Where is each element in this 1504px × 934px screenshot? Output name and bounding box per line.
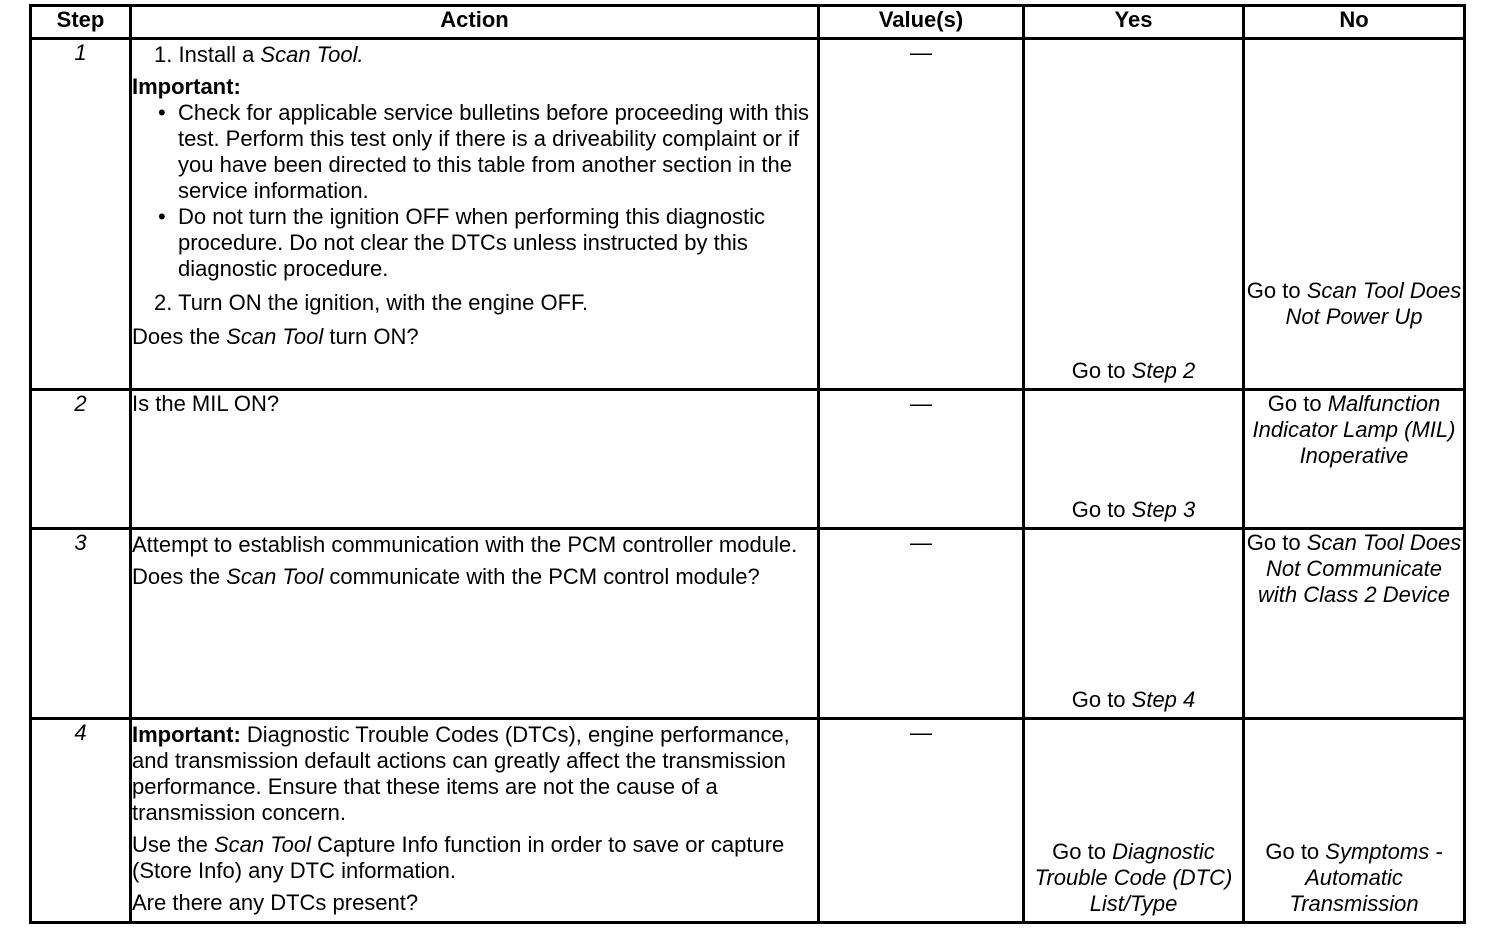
action-cell xyxy=(131,529,819,719)
no-link[interactable]: Go to Malfunction Indicator Lamp (MIL) Inoperative xyxy=(1252,391,1456,468)
bullet-item xyxy=(132,204,817,282)
value-cell: — xyxy=(819,719,1024,923)
action-cell xyxy=(131,39,819,390)
yes-link[interactable]: Go to Step 3 xyxy=(1071,497,1196,522)
step-number: 2 xyxy=(31,390,131,529)
value-cell: — xyxy=(819,529,1024,719)
action-paragraph: Attempt to establish communication with the PCM controller module. xyxy=(132,532,798,557)
action-question: Is the MIL ON? xyxy=(132,391,280,416)
no-cell xyxy=(1244,719,1465,923)
action-paragraph xyxy=(132,832,817,884)
question-text: Does the xyxy=(132,564,227,589)
table-row-step-4 xyxy=(31,719,1465,923)
item-number: 1. xyxy=(154,42,173,67)
table-row-step-1 xyxy=(31,39,1465,390)
important-label: Important: xyxy=(132,722,241,747)
yes-cell xyxy=(1024,39,1244,390)
bullet-icon: • xyxy=(158,100,166,125)
action-item-2 xyxy=(132,290,817,316)
action-cell xyxy=(131,719,819,923)
action-paragraph xyxy=(132,722,817,826)
paragraph-text: Use the xyxy=(132,832,214,857)
item-text-emphasis: Scan Tool. xyxy=(260,42,364,67)
no-cell xyxy=(1244,390,1465,529)
no-link[interactable]: Go to Scan Tool Does Not Power Up xyxy=(1246,278,1462,329)
header-no: No xyxy=(1244,6,1465,39)
paragraph-emphasis: Scan Tool xyxy=(213,832,311,857)
yes-cell xyxy=(1024,719,1244,923)
paragraph-text: Capture Info function in order to save or capture (Store Info) any DTC information. xyxy=(132,832,785,883)
question-emphasis: Scan Tool xyxy=(226,564,324,589)
step-number: 4 xyxy=(31,719,131,923)
question-text: Does the xyxy=(132,324,227,349)
bullet-text: Do not turn the ignition OFF when performing this diagnostic procedure. Do not clear the DTCs unless instructed by this diagnostic procedure. xyxy=(178,204,765,281)
bullet-text: Check for applicable service bulletins before proceeding with this test. Perform this test only if there is a driveability complaint or if you have been directed to this table from another section in the service information. xyxy=(178,100,810,203)
item-text: Install a xyxy=(178,42,261,67)
action-question xyxy=(132,564,817,590)
yes-link[interactable]: Go to Diagnostic Trouble Code (DTC) List/Type xyxy=(1034,839,1233,916)
yes-cell xyxy=(1024,529,1244,719)
bullet-icon: • xyxy=(158,204,166,229)
bullet-item xyxy=(132,100,817,204)
header-step: Step xyxy=(31,6,131,39)
item-text: Turn ON the ignition, with the engine OFF. xyxy=(178,290,589,315)
no-cell xyxy=(1244,39,1465,390)
yes-link[interactable]: Go to Step 4 xyxy=(1071,687,1196,712)
action-cell xyxy=(131,390,819,529)
step-number: 3 xyxy=(31,529,131,719)
value-cell: — xyxy=(819,390,1024,529)
item-number: 2. xyxy=(154,290,173,315)
value-cell: — xyxy=(819,39,1024,390)
question-text: communicate with the PCM control module? xyxy=(323,564,760,589)
paragraph-text: Diagnostic Trouble Codes (DTCs), engine performance, and transmission default actions can greatly affect the transmission performance. Ensure that these items are not the cause of a transmission concern. xyxy=(132,722,790,825)
action-item-1 xyxy=(132,42,817,68)
important-label: Important: xyxy=(132,74,241,99)
header-value: Value(s) xyxy=(819,6,1024,39)
header-yes: Yes xyxy=(1024,6,1244,39)
header-row xyxy=(31,6,1465,39)
header-action: Action xyxy=(131,6,819,39)
table-row-step-2 xyxy=(31,390,1465,529)
no-link[interactable]: Go to Symptoms - Automatic Transmission xyxy=(1265,839,1443,916)
question-emphasis: Scan Tool xyxy=(226,324,324,349)
no-link[interactable]: Go to Scan Tool Does Not Communicate with Class 2 Device xyxy=(1246,530,1462,607)
question-text: turn ON? xyxy=(323,324,419,349)
step-number: 1 xyxy=(31,39,131,390)
table-row-step-3 xyxy=(31,529,1465,719)
action-question: Are there any DTCs present? xyxy=(132,890,419,915)
yes-cell xyxy=(1024,390,1244,529)
action-question xyxy=(132,324,817,350)
diagnostic-table xyxy=(29,4,1466,924)
yes-link[interactable]: Go to Step 2 xyxy=(1071,358,1196,383)
no-cell xyxy=(1244,529,1465,719)
